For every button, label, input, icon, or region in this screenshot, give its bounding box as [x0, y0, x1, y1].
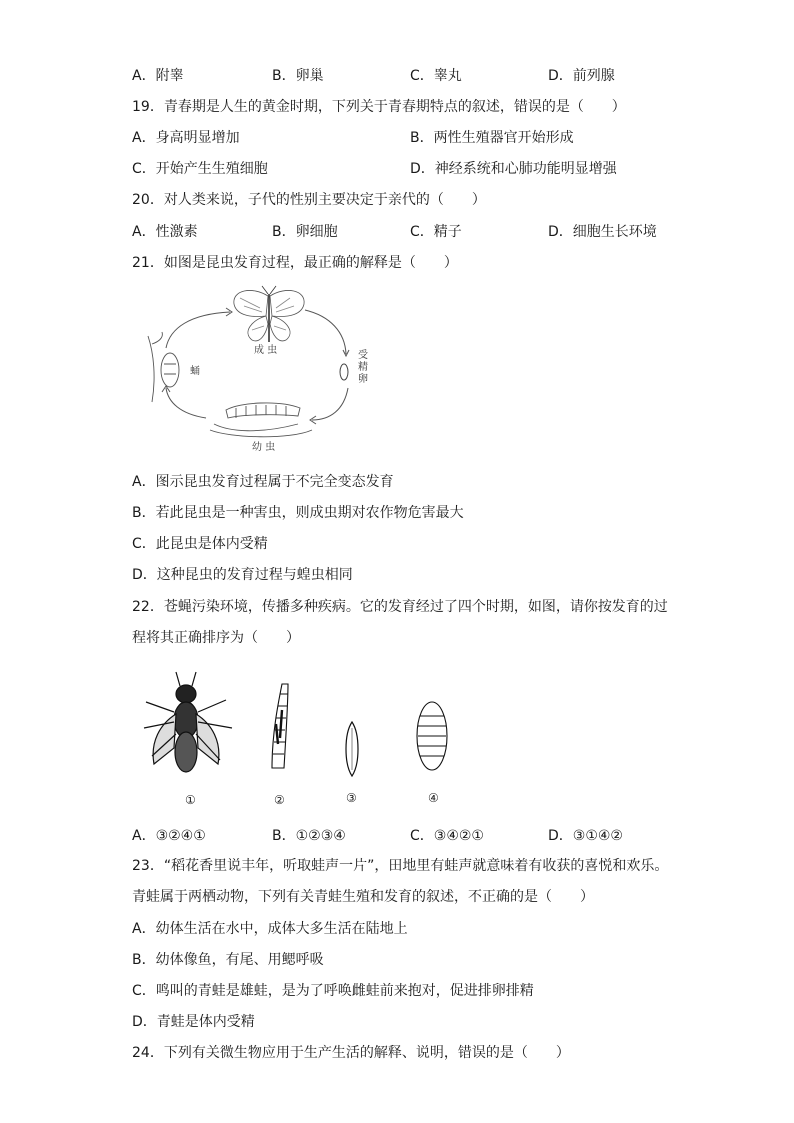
q18-option-c: C．睾丸: [410, 68, 462, 84]
fly-stages-figure: [140, 664, 460, 794]
q24-stem: 24．下列有关微生物应用于生产生活的解释、说明，错误的是（ ）: [132, 1045, 570, 1061]
q21-option-c: C．此昆虫是体内受精: [132, 536, 268, 552]
q19-option-b: B．两性生殖器官开始形成: [410, 130, 574, 146]
q22-option-a: A．③②④①: [132, 828, 206, 844]
cycle-arrow-adult-to-egg: [305, 310, 346, 354]
q23-option-d: D．青蛙是体内受精: [132, 1014, 255, 1030]
q20-option-c: C．精子: [410, 224, 462, 240]
q21-stem: 21．如图是昆虫发育过程，最正确的解释是（ ）: [132, 255, 458, 271]
q23-option-a: A．幼体生活在水中，成体大多生活在陆地上: [132, 921, 408, 937]
q19-option-a: A．身高明显增加: [132, 130, 240, 146]
q23-option-b: B．幼体像鱼，有尾、用鳃呼吸: [132, 952, 324, 968]
q19-option-d: D．神经系统和心肺功能明显增强: [410, 161, 617, 177]
q19-stem: 19．青春期是人生的黄金时期，下列关于青春期特点的叙述，错误的是（ ）: [132, 99, 626, 115]
pupa-label: 蛹: [190, 366, 200, 377]
q23-stem-line2: 青蛙属于两栖动物，下列有关青蛙生殖和发育的叙述，不正确的是（ ）: [132, 889, 594, 905]
q23-option-c: C．鸣叫的青蛙是雄蛙，是为了呼唤雌蛙前来抱对，促进排卵排精: [132, 983, 534, 999]
pupa-illustration: [148, 332, 179, 402]
q23-stem-line1: 23．“稻花香里说丰年，听取蛙声一片”，田地里有蛙声就意味着有收获的喜悦和欢乐。: [132, 858, 669, 874]
adult-fly-illustration: [144, 672, 232, 772]
q21-option-a: A．图示昆虫发育过程属于不完全变态发育: [132, 474, 394, 490]
figure-label-1: ①: [185, 793, 196, 807]
fly-pupa-illustration: [417, 702, 447, 770]
q18-option-d: D．前列腺: [548, 68, 615, 84]
cycle-arrow-pupa-to-adult: [166, 312, 230, 348]
larva-label: 幼 虫: [252, 442, 276, 453]
q22-stem-line1: 22．苍蝇污染环境，传播多种疾病。它的发育经过了四个时期，如图，请你按发育的过: [132, 599, 668, 615]
fly-larva-illustration: [272, 684, 288, 768]
q20-option-d: D．细胞生长环境: [548, 224, 657, 240]
egg-illustration: [340, 364, 348, 380]
q20-stem: 20．对人类来说，子代的性别主要决定于亲代的（ ）: [132, 192, 486, 208]
q22-option-b: B．①②③④: [272, 828, 346, 844]
larva-illustration: [210, 403, 312, 437]
figure-label-3: ③: [346, 791, 357, 805]
cycle-arrow-egg-to-larva: [312, 388, 348, 420]
q18-option-b: B．卵巢: [272, 68, 324, 84]
q22-stem-line2: 程将其正确排序为（ ）: [132, 630, 300, 646]
q20-option-b: B．卵细胞: [272, 224, 338, 240]
q22-option-c: C．③④②①: [410, 828, 484, 844]
adult-label: 成 虫: [254, 345, 278, 356]
cycle-arrow-larva-to-pupa: [166, 388, 206, 418]
q18-option-a: A．附睾: [132, 68, 184, 84]
q19-option-c: C．开始产生生殖细胞: [132, 161, 268, 177]
q21-option-b: B．若此昆虫是一种害虫，则成虫期对农作物危害最大: [132, 505, 464, 521]
q21-option-d: D．这种昆虫的发育过程与蝗虫相同: [132, 567, 353, 583]
figure-label-2: ②: [274, 793, 285, 807]
q22-option-d: D．③①④②: [548, 828, 623, 844]
figure-label-4: ④: [428, 791, 439, 805]
q20-option-a: A．性激素: [132, 224, 198, 240]
egg-label: 受精卵: [358, 350, 368, 385]
insect-life-cycle-figure: [140, 284, 360, 456]
butterfly-adult-illustration: [234, 286, 304, 342]
